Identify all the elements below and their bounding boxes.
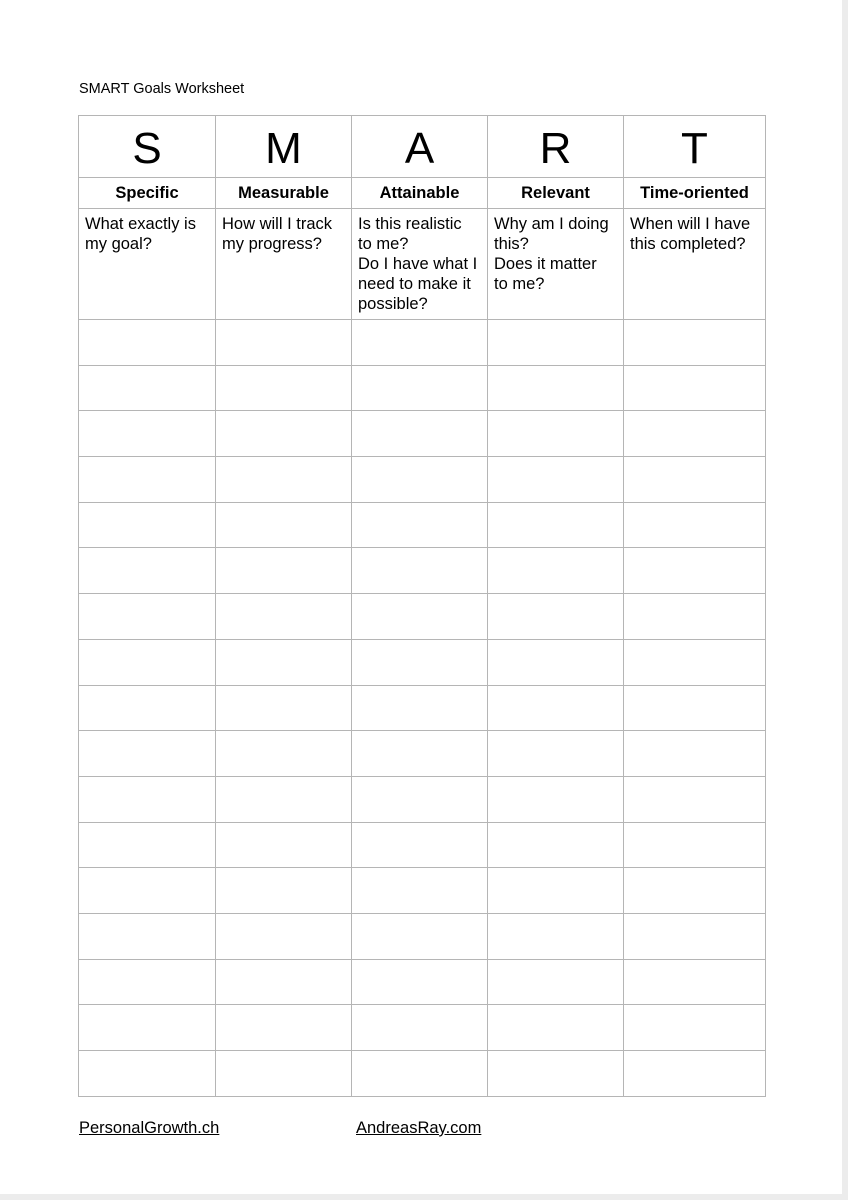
blank-cell[interactable] xyxy=(624,685,766,731)
table-row xyxy=(79,685,766,731)
blank-cell[interactable] xyxy=(488,731,624,777)
blank-cell[interactable] xyxy=(624,913,766,959)
question-relevant: Why am I doing this? Does it matter to me? xyxy=(488,209,624,320)
blank-cell[interactable] xyxy=(488,502,624,548)
table-row xyxy=(79,913,766,959)
blank-cell[interactable] xyxy=(488,868,624,914)
blank-cell[interactable] xyxy=(624,868,766,914)
blank-cell[interactable] xyxy=(624,1051,766,1097)
letter-cell-m: M xyxy=(216,116,352,178)
blank-cell[interactable] xyxy=(624,639,766,685)
document-title: SMART Goals Worksheet xyxy=(79,81,245,97)
blank-cell[interactable] xyxy=(216,913,352,959)
table-row xyxy=(79,365,766,411)
blank-cell[interactable] xyxy=(216,594,352,640)
blank-cell[interactable] xyxy=(79,731,216,777)
letter-cell-t: T xyxy=(624,116,766,178)
blank-cell[interactable] xyxy=(488,639,624,685)
smart-goals-table xyxy=(78,115,766,1097)
blank-cell[interactable] xyxy=(79,959,216,1005)
table-row xyxy=(79,411,766,457)
blank-cell[interactable] xyxy=(488,411,624,457)
blank-cell[interactable] xyxy=(488,685,624,731)
blank-cell[interactable] xyxy=(352,411,488,457)
blank-cell[interactable] xyxy=(216,685,352,731)
blank-cell[interactable] xyxy=(624,320,766,366)
table-row xyxy=(79,731,766,777)
table-row xyxy=(79,959,766,1005)
blank-cell[interactable] xyxy=(488,1005,624,1051)
blank-cell[interactable] xyxy=(216,502,352,548)
blank-cell[interactable] xyxy=(352,320,488,366)
blank-cell[interactable] xyxy=(488,365,624,411)
blank-cell[interactable] xyxy=(352,868,488,914)
blank-cell[interactable] xyxy=(488,913,624,959)
criterion-relevant: Relevant xyxy=(488,178,624,209)
blank-cell[interactable] xyxy=(79,776,216,822)
blank-cell[interactable] xyxy=(488,1051,624,1097)
blank-cell[interactable] xyxy=(352,594,488,640)
blank-cell[interactable] xyxy=(352,685,488,731)
blank-cell[interactable] xyxy=(79,685,216,731)
blank-cell[interactable] xyxy=(79,502,216,548)
blank-cell[interactable] xyxy=(488,959,624,1005)
blank-cell[interactable] xyxy=(624,776,766,822)
blank-cell[interactable] xyxy=(79,320,216,366)
blank-cell[interactable] xyxy=(216,1051,352,1097)
blank-cell[interactable] xyxy=(216,411,352,457)
table-row xyxy=(79,822,766,868)
table-row xyxy=(79,1051,766,1097)
blank-cell[interactable] xyxy=(352,548,488,594)
guiding-questions-row xyxy=(79,209,766,320)
question-specific: What exactly is my goal? xyxy=(79,209,216,320)
blank-cell[interactable] xyxy=(216,320,352,366)
blank-cell[interactable] xyxy=(216,457,352,503)
blank-cell[interactable] xyxy=(79,822,216,868)
blank-cell[interactable] xyxy=(352,913,488,959)
table-row xyxy=(79,639,766,685)
blank-cell[interactable] xyxy=(79,365,216,411)
blank-cell[interactable] xyxy=(352,502,488,548)
blank-cell[interactable] xyxy=(488,594,624,640)
blank-cell[interactable] xyxy=(624,365,766,411)
blank-cell[interactable] xyxy=(352,1051,488,1097)
blank-cell[interactable] xyxy=(352,822,488,868)
blank-cell[interactable] xyxy=(79,1005,216,1051)
table-row xyxy=(79,502,766,548)
table-row xyxy=(79,776,766,822)
letter-cell-r: R xyxy=(488,116,624,178)
blank-cell[interactable] xyxy=(624,457,766,503)
table-row xyxy=(79,868,766,914)
blank-cell[interactable] xyxy=(79,548,216,594)
criteria-names-row xyxy=(79,178,766,209)
table-row xyxy=(79,320,766,366)
blank-cell[interactable] xyxy=(216,365,352,411)
blank-cell[interactable] xyxy=(488,776,624,822)
blank-cell[interactable] xyxy=(216,1005,352,1051)
blank-cell[interactable] xyxy=(624,1005,766,1051)
blank-cell[interactable] xyxy=(79,411,216,457)
blank-cell[interactable] xyxy=(624,411,766,457)
blank-cell[interactable] xyxy=(352,776,488,822)
blank-cell[interactable] xyxy=(79,594,216,640)
blank-cell[interactable] xyxy=(216,548,352,594)
footer-link-personalgrowth[interactable]: PersonalGrowth.ch xyxy=(79,1119,220,1137)
question-time-oriented: When will I have this completed? xyxy=(624,209,766,320)
blank-cell[interactable] xyxy=(624,822,766,868)
blank-cell[interactable] xyxy=(352,365,488,411)
letter-cell-a: A xyxy=(352,116,488,178)
blank-cell[interactable] xyxy=(624,502,766,548)
blank-cell[interactable] xyxy=(79,457,216,503)
blank-cell[interactable] xyxy=(216,822,352,868)
letters-row xyxy=(79,116,766,178)
blank-cell[interactable] xyxy=(624,594,766,640)
blank-cell[interactable] xyxy=(79,868,216,914)
blank-cell[interactable] xyxy=(79,639,216,685)
blank-cell[interactable] xyxy=(488,457,624,503)
table-row xyxy=(79,457,766,503)
blank-cell[interactable] xyxy=(624,731,766,777)
blank-cell[interactable] xyxy=(216,776,352,822)
blank-cell[interactable] xyxy=(352,1005,488,1051)
criterion-attainable: Attainable xyxy=(352,178,488,209)
question-attainable: Is this realistic to me? Do I have what I need to make it possible? xyxy=(352,209,488,320)
blank-cell[interactable] xyxy=(624,548,766,594)
blank-cell[interactable] xyxy=(216,731,352,777)
blank-cell[interactable] xyxy=(624,959,766,1005)
criterion-time-oriented: Time-oriented xyxy=(624,178,766,209)
footer-link-andreasray[interactable]: AndreasRay.com xyxy=(356,1119,482,1137)
blank-cell[interactable] xyxy=(488,822,624,868)
blank-cell[interactable] xyxy=(488,320,624,366)
criterion-measurable: Measurable xyxy=(216,178,352,209)
blank-cell[interactable] xyxy=(352,457,488,503)
blank-cell[interactable] xyxy=(79,1051,216,1097)
blank-cell[interactable] xyxy=(216,959,352,1005)
table-row xyxy=(79,594,766,640)
criterion-specific: Specific xyxy=(79,178,216,209)
blank-cell[interactable] xyxy=(488,548,624,594)
letter-cell-s: S xyxy=(79,116,216,178)
blank-cell[interactable] xyxy=(352,731,488,777)
blank-cell[interactable] xyxy=(352,639,488,685)
table-row xyxy=(79,1005,766,1051)
blank-cell[interactable] xyxy=(352,959,488,1005)
blank-cell[interactable] xyxy=(79,913,216,959)
blank-cell[interactable] xyxy=(216,639,352,685)
blank-cell[interactable] xyxy=(216,868,352,914)
question-measurable: How will I track my progress? xyxy=(216,209,352,320)
table-row xyxy=(79,548,766,594)
